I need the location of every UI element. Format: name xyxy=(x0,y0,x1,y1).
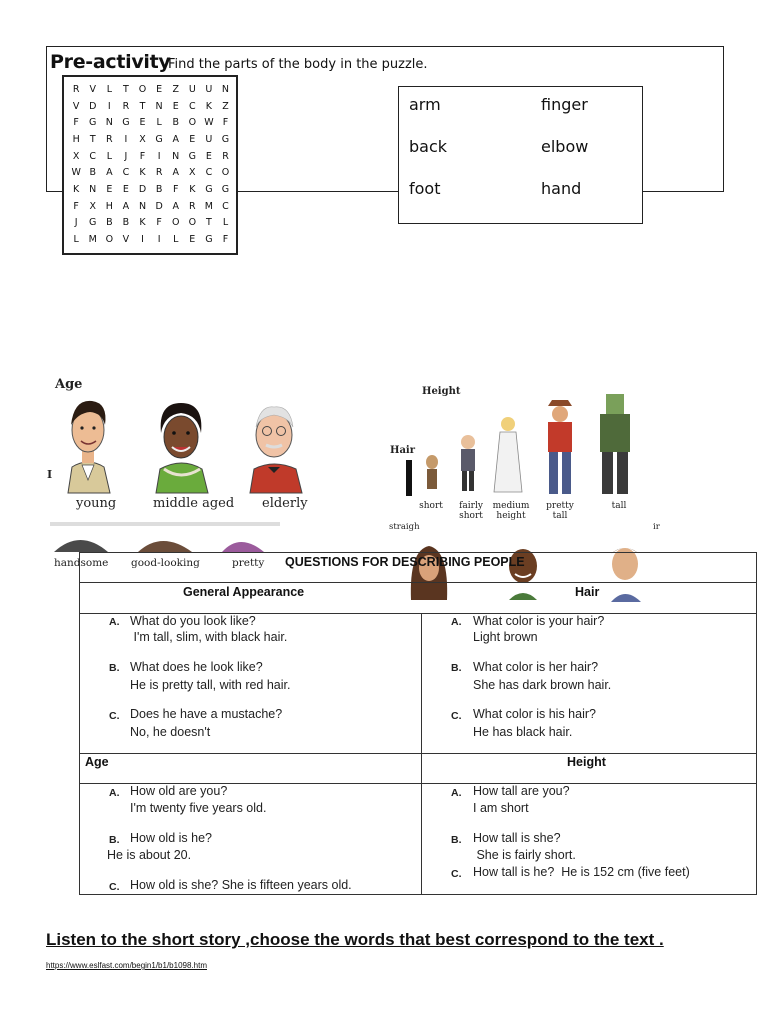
question-text: Does he have a mustache? xyxy=(130,707,283,721)
puzzle-letter: F xyxy=(73,200,80,212)
question-text: How tall is she? xyxy=(473,831,561,845)
answer-text: She is fairly short. xyxy=(473,848,576,862)
puzzle-letter: C xyxy=(122,167,130,179)
puzzle-letter: G xyxy=(122,117,130,129)
question-letter: A. xyxy=(451,616,462,628)
young-man-figure xyxy=(68,401,110,493)
answer-text: He is about 20. xyxy=(107,848,192,862)
puzzle-letter: A xyxy=(172,167,180,179)
puzzle-letter: M xyxy=(204,200,214,212)
question-text: What does he look like? xyxy=(130,660,263,674)
puzzle-letter: R xyxy=(155,167,163,179)
story-link[interactable]: https://www.eslfast.com/begin1/b1/b1098.htm xyxy=(46,961,207,970)
label-middle-aged: middle aged xyxy=(153,496,235,511)
label-fairly-short: fairly short xyxy=(459,501,483,521)
label-pretty-tall: pretty tall xyxy=(546,501,574,521)
header-hair: Hair xyxy=(575,585,600,599)
puzzle-letter: X xyxy=(189,167,196,179)
word-item: finger xyxy=(541,95,588,114)
answer-text: I'm tall, slim, with black hair. xyxy=(130,630,288,644)
question-text: What color is her hair? xyxy=(473,660,599,674)
question-text: What color is his hair? xyxy=(473,707,596,721)
question-text: How old is he? xyxy=(130,831,212,845)
puzzle-letter: A xyxy=(172,200,180,212)
puzzle-letter: W xyxy=(204,117,214,129)
middle-aged-woman-figure xyxy=(156,403,208,493)
elderly-man-figure xyxy=(250,407,302,493)
answer-text: She has dark brown hair. xyxy=(473,678,612,692)
puzzle-letter: F xyxy=(139,150,146,162)
puzzle-letter: T xyxy=(89,133,96,145)
puzzle-letter: B xyxy=(122,217,130,229)
word-item: arm xyxy=(409,95,441,114)
puzzle-letter: R xyxy=(106,133,113,145)
pre-activity-title: Pre-activity xyxy=(50,51,171,73)
question-letter: B. xyxy=(109,662,120,674)
puzzle-grid xyxy=(68,81,234,248)
puzzle-letter: I xyxy=(141,234,145,246)
puzzle-letter: R xyxy=(222,150,230,162)
question-text: How tall is he? He is 152 cm (five feet) xyxy=(473,865,690,879)
question-text: What color is your hair? xyxy=(473,614,605,628)
puzzle-row xyxy=(68,231,234,248)
answer-text: No, he doesn't xyxy=(130,725,211,739)
puzzle-letter: E xyxy=(189,234,196,246)
word-list-box xyxy=(398,86,643,224)
puzzle-letter: M xyxy=(88,234,98,246)
puzzle-letter: K xyxy=(139,167,146,179)
puzzle-letter: I xyxy=(124,133,128,145)
puzzle-letter: U xyxy=(188,83,197,95)
puzzle-letter: L xyxy=(106,83,113,95)
question-letter: C. xyxy=(109,881,120,893)
puzzle-letter: O xyxy=(188,117,197,129)
answer-text: He has black hair. xyxy=(473,725,573,739)
puzzle-letter: N xyxy=(105,117,114,129)
question-text: How old is she? She is fifteen years old. xyxy=(130,878,352,892)
puzzle-letter: L xyxy=(106,150,113,162)
puzzle-letter: I xyxy=(157,150,161,162)
puzzle-letter: R xyxy=(189,200,196,212)
medium-height-figure xyxy=(494,417,522,492)
answer-text: He is pretty tall, with red hair. xyxy=(130,678,291,692)
header-general-appearance: General Appearance xyxy=(183,585,305,599)
puzzle-letter: I xyxy=(107,100,112,112)
label-tall: tall xyxy=(611,501,627,511)
puzzle-letter: K xyxy=(139,217,146,229)
puzzle-letter: A xyxy=(172,133,180,145)
table-title: QUESTIONS FOR DESCRIBING PEOPLE xyxy=(285,555,525,569)
puzzle-letter: J xyxy=(74,217,78,229)
puzzle-row xyxy=(68,181,234,198)
puzzle-letter: G xyxy=(89,117,97,129)
questions-table xyxy=(79,552,757,895)
puzzle-letter: I xyxy=(157,234,161,246)
puzzle-row xyxy=(68,164,234,181)
puzzle-letter: N xyxy=(138,200,147,212)
question-letter: C. xyxy=(109,710,120,722)
puzzle-letter: Z xyxy=(222,100,230,112)
puzzle-letter: F xyxy=(222,234,229,246)
puzzle-letter: L xyxy=(73,234,80,246)
puzzle-letter: E xyxy=(156,83,163,95)
puzzle-letter: X xyxy=(139,133,147,145)
roman-numeral: I xyxy=(47,468,53,481)
puzzle-letter: N xyxy=(89,183,97,195)
question-letter: C. xyxy=(451,710,462,722)
puzzle-letter: V xyxy=(122,234,130,246)
puzzle-letter: G xyxy=(205,234,213,246)
puzzle-letter: C xyxy=(222,200,230,212)
puzzle-letter: E xyxy=(106,183,113,195)
puzzle-letter: B xyxy=(155,183,163,195)
question-text: What do you look like? xyxy=(130,614,256,628)
puzzle-letter: R xyxy=(122,100,130,112)
puzzle-letter: Z xyxy=(172,83,180,95)
question-letter: C. xyxy=(451,868,462,880)
puzzle-letter: G xyxy=(89,217,97,229)
partial-faces-strip xyxy=(50,522,280,552)
puzzle-letter: F xyxy=(172,183,179,195)
puzzle-letter: T xyxy=(139,100,146,112)
puzzle-row xyxy=(68,81,234,98)
puzzle-letter: J xyxy=(124,150,128,162)
puzzle-letter: B xyxy=(89,167,97,179)
puzzle-letter: A xyxy=(122,200,130,212)
puzzle-letter: V xyxy=(72,100,80,112)
label-medium-height: medium height xyxy=(492,501,530,521)
puzzle-letter: U xyxy=(205,133,213,145)
word-search-puzzle xyxy=(62,75,238,255)
puzzle-letter: R xyxy=(72,83,80,95)
puzzle-letter: V xyxy=(89,83,97,95)
question-letter: A. xyxy=(451,787,462,799)
label-hair-partial: ir xyxy=(653,522,660,532)
puzzle-letter: D xyxy=(155,200,164,212)
puzzle-letter: F xyxy=(156,217,163,229)
puzzle-letter: E xyxy=(172,100,180,112)
puzzle-letter: H xyxy=(105,200,114,212)
fairly-short-figure xyxy=(461,435,475,491)
question-letter: B. xyxy=(109,834,120,846)
puzzle-letter: B xyxy=(106,217,113,229)
puzzle-letter: D xyxy=(138,183,147,195)
word-item: back xyxy=(409,137,448,156)
puzzle-letter: B xyxy=(172,117,180,129)
label-handsome: handsome xyxy=(54,557,109,569)
puzzle-letter: W xyxy=(71,167,82,179)
question-text: How tall are you? xyxy=(473,784,570,798)
puzzle-letter: N xyxy=(155,100,163,112)
question-letter: B. xyxy=(451,834,462,846)
puzzle-row xyxy=(68,131,234,148)
puzzle-letter: F xyxy=(222,117,229,129)
puzzle-letter: C xyxy=(89,150,97,162)
answer-text: Light brown xyxy=(473,630,538,644)
puzzle-letter: L xyxy=(222,217,229,229)
question-letter: B. xyxy=(451,662,462,674)
puzzle-letter: O xyxy=(105,234,114,246)
puzzle-letter: K xyxy=(205,100,213,112)
puzzle-letter: D xyxy=(89,100,97,112)
puzzle-letter: K xyxy=(73,183,80,195)
puzzle-letter: C xyxy=(188,100,196,112)
puzzle-letter: O xyxy=(188,217,197,229)
word-item: foot xyxy=(409,179,441,198)
puzzle-letter: E xyxy=(189,133,196,145)
puzzle-letter: E xyxy=(122,183,130,195)
puzzle-row xyxy=(68,198,234,215)
puzzle-letter: A xyxy=(106,167,113,179)
puzzle-letter: T xyxy=(205,217,213,229)
puzzle-letter: G xyxy=(205,183,213,195)
puzzle-letter: G xyxy=(188,150,197,162)
hair-heading: Hair xyxy=(390,445,415,456)
height-figures-illustration xyxy=(400,392,660,502)
age-faces-illustration xyxy=(60,385,320,495)
question-letter: A. xyxy=(109,616,120,628)
header-height: Height xyxy=(567,755,606,769)
label-elderly: elderly xyxy=(262,496,308,511)
puzzle-row xyxy=(68,148,234,165)
puzzle-letter: U xyxy=(205,83,213,95)
puzzle-row xyxy=(68,215,234,232)
puzzle-letter: L xyxy=(173,234,179,246)
age-heading: Age xyxy=(55,377,83,392)
question-letter: A. xyxy=(109,787,120,799)
word-item: hand xyxy=(541,179,582,198)
puzzle-letter: H xyxy=(72,133,81,145)
answer-text: I'm twenty five years old. xyxy=(130,801,267,815)
header-age: Age xyxy=(85,755,109,769)
answer-text: I am short xyxy=(473,801,529,815)
puzzle-letter: G xyxy=(155,133,164,145)
puzzle-letter: E xyxy=(205,150,213,162)
word-item: elbow xyxy=(541,137,589,156)
puzzle-letter: C xyxy=(205,167,213,179)
pre-activity-instruction: Find the parts of the body in the puzzle. xyxy=(168,57,428,72)
listen-instruction: Listen to the short story ,choose the words that best correspond to the text . xyxy=(46,930,664,949)
puzzle-letter: G xyxy=(221,183,230,195)
puzzle-letter: X xyxy=(72,150,80,162)
puzzle-letter: F xyxy=(73,117,80,129)
height-heading: Height xyxy=(422,386,461,397)
label-short: short xyxy=(419,501,443,511)
label-good-looking: good-looking xyxy=(131,557,200,569)
puzzle-letter: E xyxy=(139,117,146,129)
puzzle-letter: O xyxy=(171,217,180,229)
puzzle-row xyxy=(68,98,234,115)
puzzle-letter: T xyxy=(123,83,130,95)
puzzle-letter: K xyxy=(189,183,196,195)
puzzle-letter: O xyxy=(221,167,230,179)
puzzle-row xyxy=(68,114,234,131)
question-text: How old are you? xyxy=(130,784,228,798)
label-young: young xyxy=(76,496,117,511)
short-figure xyxy=(426,455,438,489)
puzzle-letter: L xyxy=(156,117,163,129)
puzzle-letter: O xyxy=(138,83,147,95)
label-straight-partial: straigh xyxy=(389,522,420,532)
puzzle-letter: G xyxy=(221,133,230,145)
puzzle-letter: X xyxy=(89,200,97,212)
label-pretty: pretty xyxy=(232,557,265,569)
pretty-tall-figure xyxy=(548,400,572,494)
puzzle-letter: N xyxy=(172,150,180,162)
tall-figure xyxy=(600,394,630,494)
puzzle-letter: N xyxy=(221,83,230,95)
